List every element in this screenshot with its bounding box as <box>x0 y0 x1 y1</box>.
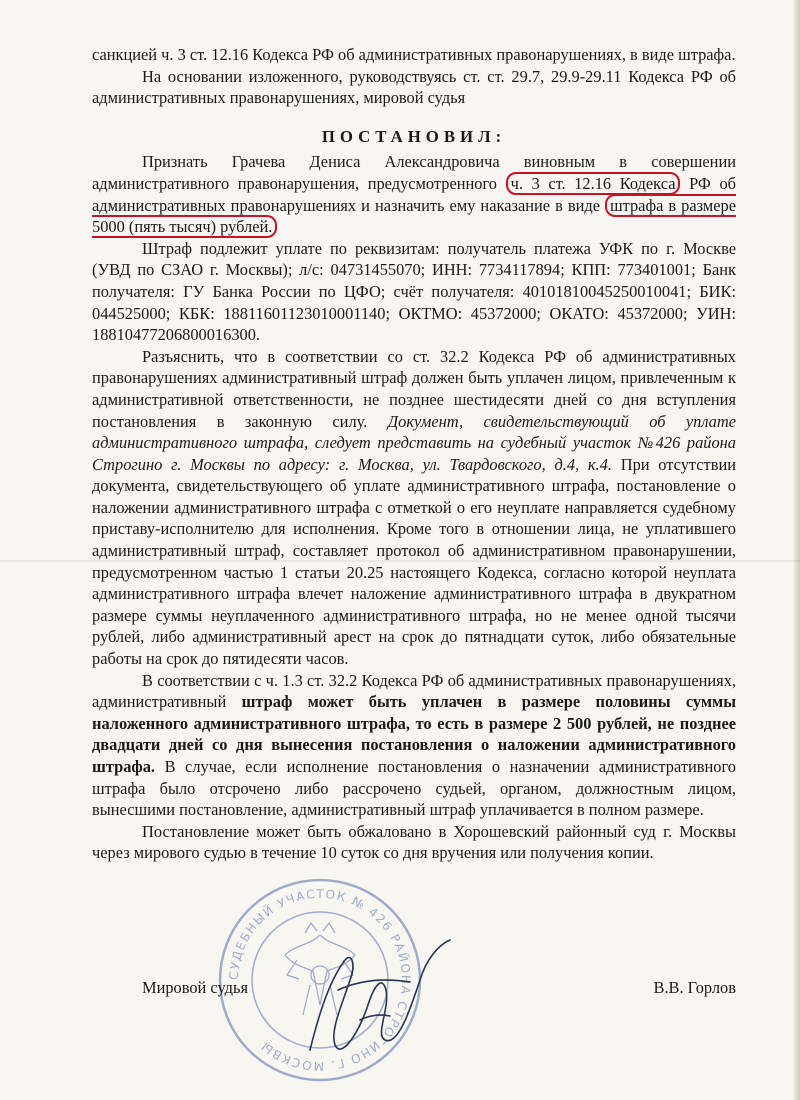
judge-name: В.В. Горлов <box>653 978 736 997</box>
paragraph-explain <box>92 346 736 670</box>
document-body <box>92 44 736 864</box>
stamp-text: СУДЕБНЫЙ УЧАСТОК № 426 РАЙОНА СТРОГИНО Г. МОСКВЫ <box>226 886 414 1074</box>
judge-title: Мировой судья <box>142 978 249 997</box>
circled-fine: штрафа в размере 5000 (пять тысяч) рублей. <box>92 195 736 237</box>
paragraph-top: санкцией ч. 3 ст. 12.16 Кодекса РФ об административных правонарушениях, в виде штрафа. <box>92 45 736 64</box>
explain-text-2: При отсутствии документа, свидетельствующего об уплате административного штрафа, постановление о наложении административного штрафа с отметкой о его неуплате направляется судебному приставу-исполнителю для исполнения. Кроме того в отношении лица, не уплатившего административный штраф, составляет протокол об административном правонарушении, предусмотренном частью 1 статьи 20.25 настоящего Кодекса, согласно которой неуплата административного штрафа влечет наложение административного штрафа в двукратном размере суммы неуплаченного административного штрафа, но не менее одной тысячи рублей, либо административный арест на срок до пятнадцати суток, либо обязательные работы на срок до пятидесяти часов. <box>92 454 736 669</box>
guilty-text-2: РФ об административных правонарушениях и назначить ему наказание в виде <box>92 173 736 215</box>
handwritten-signature-icon <box>290 920 460 1070</box>
paragraph-requisites: Штраф подлежит уплате по реквизитам: получатель платежа УФК по г. Москве (УВД по СЗАО г. Москвы); л/с: 04731455070; ИНН: 7734117894; КПП: 773401001; Банк получателя: ГУ Банка России по ЦФО; счёт получателя: 40101810045250010041; БИК: 044525000; КБК: 18811601123010001140; ОКТМО: 45372000; ОКАТО: 45372000; УИН: 18810477206800016300. <box>92 238 736 345</box>
scan-edge <box>794 0 800 1100</box>
explain-text-1: Разъяснить, что в соответствии со ст. 32.2 Кодекса РФ об административных правонарушениях административный штраф должен быть уплачен лицом, привлеченным к административной ответственности, не позднее шестидесяти дней со дня вступления постановления в законную силу. <box>92 346 736 431</box>
paragraph-discount <box>92 670 736 821</box>
guilty-text-1: Признать Грачева Дениса Александровича виновным в совершении административного правонарушения, предусмотренного <box>92 152 736 193</box>
document-heading: ПОСТАНОВИЛ: <box>321 126 507 146</box>
circled-article: ч. 3 ст. 12.16 Кодекса <box>506 172 681 195</box>
discount-bold: штраф может быть уплачен в размере половины суммы наложенного административного штрафа, то есть в размере 2 500 рублей, не позднее двадцати дней со дня вынесения постановления о наложении административного штрафа. <box>92 692 737 776</box>
paragraph-guilty <box>92 151 736 237</box>
explain-italic: Документ, свидетельствующий об уплате административного штрафа, следует представить на судебный участок №426 района Строгино г. Москвы по адресу: г. Москва, ул. Твардовского, д.4, к.4. <box>92 411 736 474</box>
discount-text-1: В соответствии с ч. 1.3 ст. 32.2 Кодекса РФ об административных правонарушениях, административный <box>92 670 736 712</box>
paragraph-appeal: Постановление может быть обжаловано в Хорошевский районный суд г. Москвы через мирового судью в течение 10 суток со дня вручения или получения копии. <box>92 821 736 863</box>
paragraph-basis: На основании изложенного, руководствуясь ст. ст. 29.7, 29.9-29.11 Кодекса РФ об административных правонарушениях, мировой судья <box>92 66 736 108</box>
discount-text-2: В случае, если исполнение постановления о назначении административного штрафа было отсрочено либо рассрочено судьей, органом, должностным лицом, вынесшими постановление, административный штраф уплачивается в полном размере. <box>92 757 736 820</box>
